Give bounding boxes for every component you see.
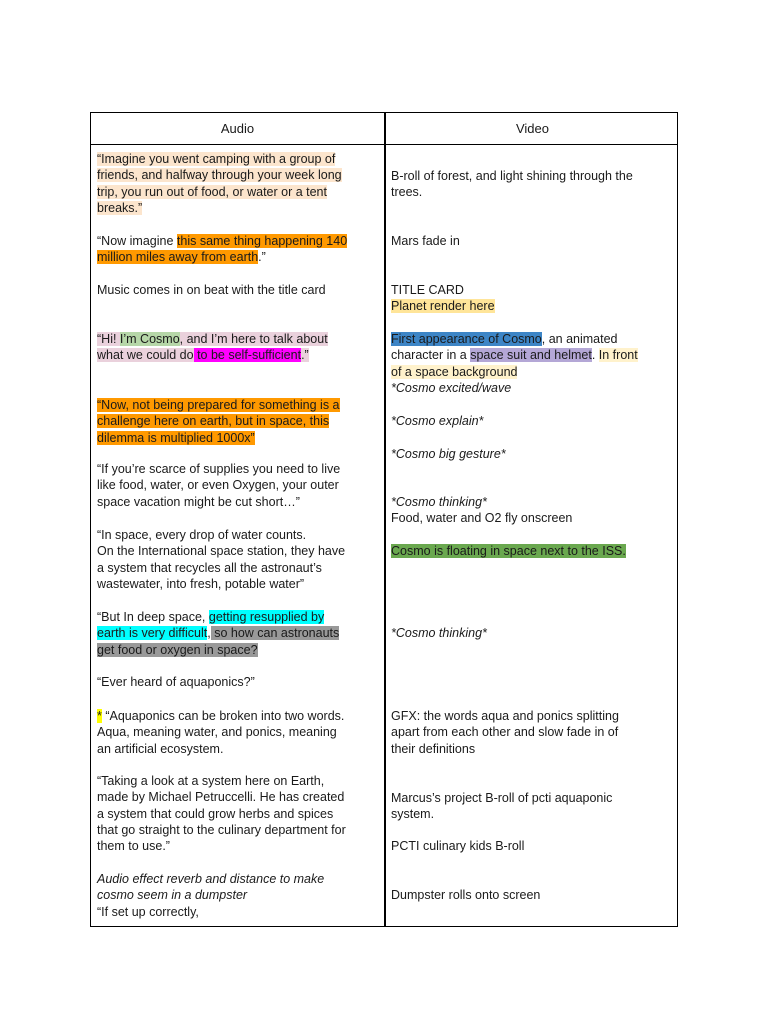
video-line: their definitions	[391, 741, 476, 756]
script-table	[90, 112, 678, 927]
audio-line: space vacation might be cut short…”	[97, 494, 300, 509]
audio-block-aquaponics-question	[97, 674, 255, 690]
video-line: Dumpster rolls onto screen	[391, 888, 541, 902]
video-line: Marcus’s project B-roll of pcti aquaponic	[391, 791, 613, 805]
video-block-cosmo-thinking-food	[391, 494, 572, 527]
video-block-cosmo-gesture	[391, 446, 506, 462]
audio-text: ,	[207, 626, 211, 641]
video-highlight: of a space background	[391, 364, 518, 379]
audio-block-earth-system	[97, 773, 346, 854]
audio-line: breaks.”	[97, 200, 143, 215]
audio-block-mars	[97, 233, 347, 266]
audio-line: “If set up correctly,	[97, 904, 199, 919]
audio-column-header: Audio	[220, 121, 255, 136]
audio-line: “Now, not being prepared for something is a	[97, 398, 340, 412]
video-block-cosmo-thinking	[391, 625, 487, 641]
audio-line: “Ever heard of aquaponics?”	[97, 675, 255, 689]
video-highlight: First appearance of Cosmo	[391, 332, 542, 346]
video-highlight: space suit and helmet	[470, 348, 592, 363]
video-block-title-card	[391, 282, 495, 315]
audio-line: “If you’re scarce of supplies you need to live	[97, 462, 341, 476]
audio-block-deep-space	[97, 609, 339, 658]
video-block-forest	[391, 168, 633, 201]
video-text: .	[591, 348, 599, 363]
video-line: apart from each other and slow fade in of	[391, 725, 619, 740]
audio-block-music	[97, 282, 326, 298]
audio-highlight: earth is very difficult	[97, 626, 208, 641]
audio-line: Aqua, meaning water, and ponics, meaning	[97, 725, 337, 740]
audio-text: “Aquaponics can be broken into two words.	[101, 709, 345, 723]
video-line: B-roll of forest, and light shining through the	[391, 169, 633, 183]
audio-line: On the International space station, they have	[97, 544, 346, 559]
video-highlight: Planet render here	[391, 299, 495, 314]
video-block-gfx	[391, 708, 619, 757]
audio-text: “Now imagine	[97, 234, 177, 248]
video-block-mars	[391, 233, 460, 249]
audio-block-challenge	[97, 397, 340, 446]
audio-line: “Taking a look at a system here on Earth,	[97, 774, 325, 788]
video-line: PCTI culinary kids B-roll	[391, 839, 525, 853]
audio-line: Music comes in on beat with the title card	[97, 283, 326, 297]
video-line: TITLE CARD	[391, 283, 464, 297]
audio-block-supplies	[97, 461, 340, 510]
video-line: Food, water and O2 fly onscreen	[391, 511, 573, 526]
video-block-cosmo-explain	[391, 413, 483, 429]
asterisk-marker: *	[97, 709, 102, 723]
audio-line: a system that could grow herbs and spices	[97, 806, 334, 821]
column-divider	[384, 113, 386, 926]
audio-highlight: get food or oxygen in space?	[97, 642, 258, 657]
audio-line: wastewater, into fresh, potable water”	[97, 576, 305, 591]
header-divider	[91, 144, 677, 145]
audio-line: friends, and halfway through your week long	[97, 168, 342, 183]
audio-line: them to use.”	[97, 839, 170, 854]
video-text: character in a	[391, 348, 471, 363]
audio-highlight: I’m Cosmo	[119, 332, 180, 346]
audio-highlight: million miles away from earth	[97, 250, 259, 265]
video-highlight: In front	[598, 348, 638, 363]
audio-highlight: this same thing happening 140	[176, 234, 348, 248]
video-highlight: Cosmo is floating in space next to the ISS.	[391, 544, 626, 558]
video-direction: *Cosmo big gesture*	[391, 447, 506, 461]
video-line: system.	[391, 807, 435, 822]
video-block-iss	[391, 543, 626, 559]
video-direction: *Cosmo thinking*	[391, 495, 487, 509]
audio-direction: cosmo seem in a dumpster	[97, 888, 248, 903]
audio-line: made by Michael Petruccelli. He has created	[97, 790, 345, 805]
audio-highlight: getting resupplied by	[208, 610, 325, 624]
video-text: , an animated	[541, 332, 618, 346]
video-block-culinary	[391, 838, 524, 854]
audio-block-dumpster	[97, 871, 324, 920]
audio-line: trip, you run out of food, or water or a tent	[97, 184, 327, 199]
audio-line: that go straight to the culinary department for	[97, 822, 346, 837]
video-direction: *Cosmo thinking*	[391, 626, 487, 640]
audio-block-iss	[97, 527, 345, 592]
video-line: Mars fade in	[391, 234, 460, 248]
audio-text: .”	[258, 250, 266, 265]
audio-line: an artificial ecosystem.	[97, 741, 224, 756]
video-block-cosmo-intro	[391, 331, 638, 396]
video-block-dumpster	[391, 887, 540, 903]
audio-line: challenge here on earth, but in space, this	[97, 414, 330, 429]
audio-block-aquaponics-definition	[97, 708, 344, 757]
audio-highlight: so how can astronauts	[210, 626, 340, 641]
audio-block-camping	[97, 151, 342, 216]
audio-line: dilemma is multiplied 1000x”	[97, 430, 255, 445]
audio-text: .”	[301, 348, 309, 363]
audio-line: like food, water, or even Oxygen, your outer	[97, 478, 339, 493]
audio-line: a system that recycles all the astronaut’s	[97, 560, 322, 575]
audio-text: “Hi!	[97, 332, 120, 346]
audio-text: “But In deep space,	[97, 610, 209, 624]
audio-highlight: to be self-sufficient	[193, 348, 302, 363]
video-direction: *Cosmo excited/wave	[391, 380, 512, 395]
audio-line: “Imagine you went camping with a group of	[97, 152, 336, 166]
video-line: GFX: the words aqua and ponics splitting	[391, 709, 619, 723]
audio-block-intro	[97, 331, 328, 364]
video-block-marcus-project	[391, 790, 612, 823]
video-column-header: Video	[515, 121, 549, 136]
audio-text: , and I’m here to talk about	[179, 332, 328, 346]
audio-text: what we could do	[97, 348, 194, 363]
video-direction: *Cosmo explain*	[391, 414, 484, 428]
audio-direction: Audio effect reverb and distance to make	[97, 872, 325, 886]
audio-line: “In space, every drop of water counts.	[97, 528, 307, 542]
video-line: trees.	[391, 185, 423, 200]
